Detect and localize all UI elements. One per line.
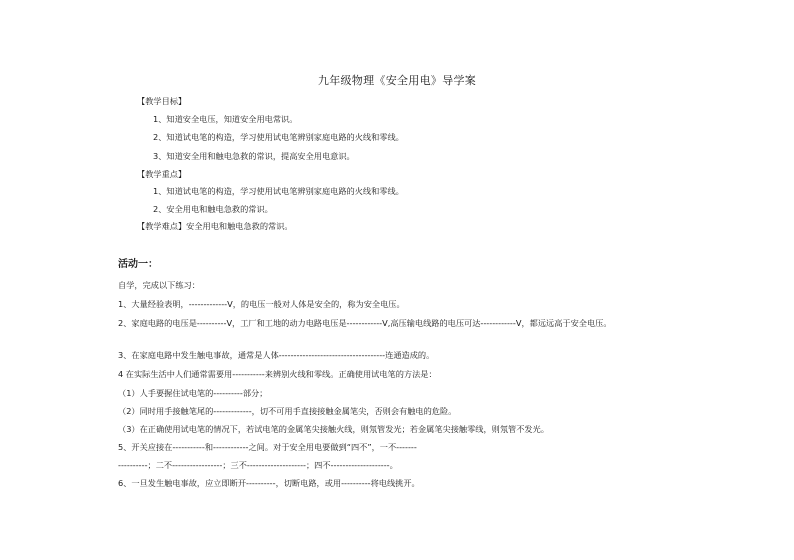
- activity-line-6: （2）同时用手接触笔尾的-------------，切不可用手直接接触金属笔尖，否则会有触电的危险。: [118, 406, 457, 416]
- key-point-item-1: 1、知道试电笔的构造，学习使用试电笔辨别家庭电路的火线和零线。: [153, 186, 404, 196]
- document-title: 九年级物理《安全用电》导学案: [317, 74, 477, 87]
- activity-line-4: 4 在实际生活中人们通常需要用-----------来辨别火线和零线。正确使用试电笔的方法是：: [118, 369, 437, 379]
- key-points-heading: 【教学重点】: [137, 169, 187, 179]
- activity-line-9: ----------；二不-----------------；三不--------------------；四不--------------------。: [118, 460, 398, 470]
- activity-line-2: 2、家庭电路的电压是----------V，工厂和工地的动力电路电压是------------V,高压输电线路的电压可达------------V，都远远高于安全电压。: [118, 318, 612, 328]
- goal-item-1: 1、知道安全电压，知道安全用电常识。: [153, 114, 298, 124]
- difficulty-line: 【教学难点】安全用电和触电急救的常识。: [137, 221, 293, 231]
- goals-heading: 【教学目标】: [137, 96, 187, 106]
- goal-item-2: 2、知道试电笔的构造，学习使用试电笔辨别家庭电路的火线和零线。: [153, 132, 404, 142]
- activity-line-8: 5、开关应接在-----------和------------之间。对于安全用电要做到“四不”，一不-------: [118, 442, 417, 452]
- activity-line-5: （1）人手要握住试电笔的----------部分；: [118, 388, 268, 398]
- activity-line-3: 3、在家庭电路中发生触电事故，通常是人体------------------------------------连通造成的。: [118, 350, 435, 360]
- goal-item-3: 3、知道安全用和触电急救的常识，提高安全用电意识。: [153, 151, 355, 161]
- activity-line-7: （3）在正确使用试电笔的情况下，若试电笔的金属笔尖接触火线，则氖管发光；若金属笔尖接触零线，则氖管不发光。: [118, 424, 549, 434]
- activity-line-10: 6、一旦发生触电事故，应立即断开----------，切断电路，或用----------将电线挑开。: [118, 478, 420, 488]
- activity-line-1: 1、大量经验表明，-------------V，的电压一般对人体是安全的，称为安全电压。: [118, 299, 405, 309]
- key-point-item-2: 2、安全用电和触电急救的常识。: [153, 204, 273, 214]
- activity-heading: 活动一：: [118, 259, 158, 270]
- activity-line-0: 自学，完成以下练习：: [118, 280, 200, 290]
